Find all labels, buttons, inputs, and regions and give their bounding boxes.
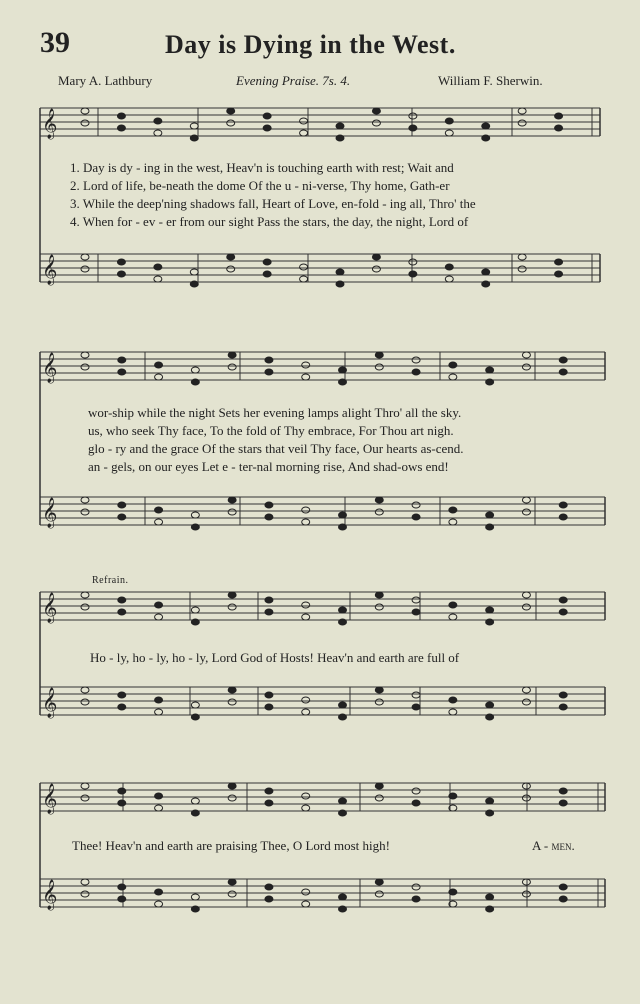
tune-meter: Evening Praise. 7s. 4.	[236, 73, 351, 88]
svg-text:𝄞: 𝄞	[42, 498, 58, 528]
refrain-label: Refrain.	[92, 575, 129, 586]
verse-4-line-2: an - gels, on our eyes Let e - ter-nal morning rise, And shad-ows end!	[88, 459, 449, 474]
svg-text:𝄞: 𝄞	[42, 784, 58, 814]
refrain-line-1: Ho - ly, ho - ly, ho - ly, Lord God of Hosts! Heav'n and earth are full of	[90, 650, 460, 665]
amen-text: A - men.	[532, 838, 575, 853]
verse-3-line-2: glo - ry and the grace Of the stars that veil Thy face, Our hearts as-cend.	[88, 441, 464, 456]
verse-1-line-1: 1. Day is dy - ing in the west, Heav'n is touching earth with rest; Wait and	[70, 160, 454, 175]
svg-text:𝄞: 𝄞	[42, 593, 58, 623]
svg-text:𝄞: 𝄞	[42, 255, 58, 285]
svg-text:𝄞: 𝄞	[42, 109, 58, 139]
hymn-number: 39	[40, 26, 70, 59]
verse-3-line-1: 3. While the deep'ning shadows fall, Heart of Love, en-fold - ing all, Thro' the	[70, 196, 476, 211]
author-credit: Mary A. Lathbury	[58, 73, 153, 88]
verse-2-line-2: us, who seek Thy face, To the fold of Thy embrace, For Thou art nigh.	[88, 423, 454, 438]
verse-2-line-1: 2. Lord of life, be-neath the dome Of the u - ni-verse, Thy home, Gath-er	[70, 178, 450, 193]
verse-4-line-1: 4. When for - ev - er from our sight Pass the stars, the day, the night, Lord of	[70, 214, 469, 229]
refrain-line-2: Thee! Heav'n and earth are praising Thee, O Lord most high!	[72, 838, 390, 853]
verse-1-line-2: wor-ship while the night Sets her evening lamps alight Thro' all the sky.	[88, 405, 462, 420]
hymn-title: Day is Dying in the West.	[165, 30, 456, 59]
svg-text:𝄞: 𝄞	[42, 688, 58, 718]
svg-text:𝄞: 𝄞	[42, 353, 58, 383]
svg-text:𝄞: 𝄞	[42, 880, 58, 910]
composer-credit: William F. Sherwin.	[438, 73, 543, 88]
